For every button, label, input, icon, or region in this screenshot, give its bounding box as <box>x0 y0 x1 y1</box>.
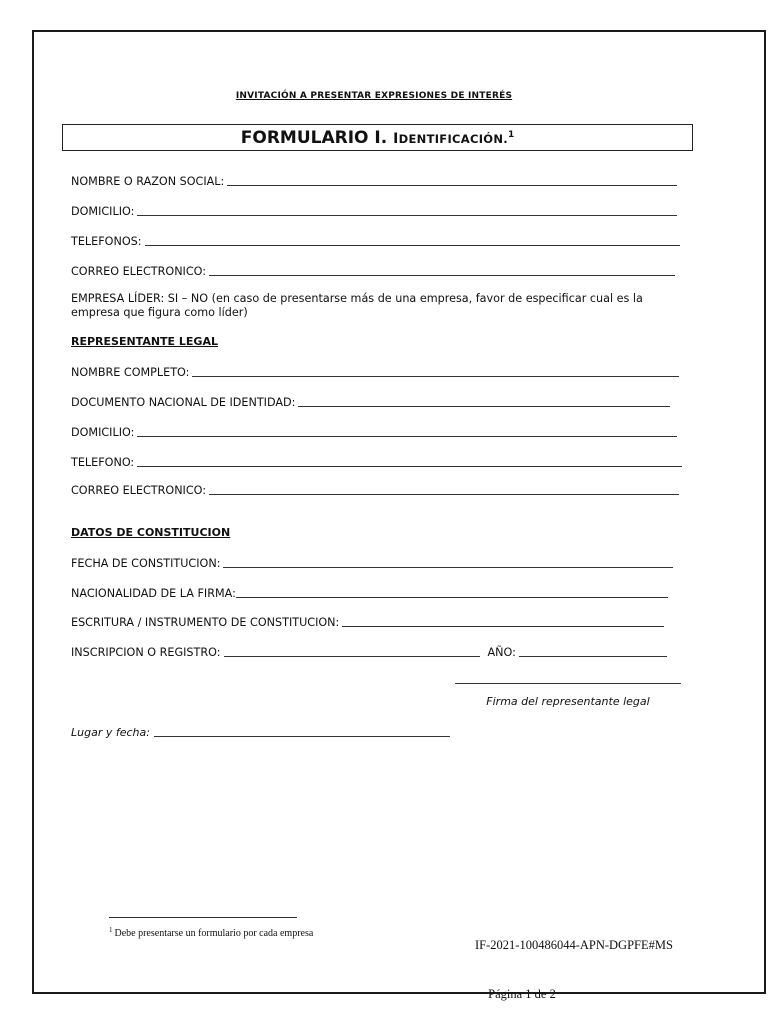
deed-label: ESCRITURA / INSTRUMENTO DE CONSTITUCION: <box>71 616 340 629</box>
rep-fullname-label: NOMBRE COMPLETO: <box>71 366 190 379</box>
constitution-date-label: FECHA DE CONSTITUCION: <box>71 557 221 570</box>
year-label: AÑO: <box>487 646 516 659</box>
signature-line[interactable] <box>455 682 681 684</box>
form-title-box <box>62 124 693 151</box>
rep-email-field[interactable] <box>71 484 679 497</box>
nationality-label: NACIONALIDAD DE LA FIRMA: <box>71 587 236 600</box>
company-name-field[interactable] <box>71 175 677 188</box>
company-address-field[interactable] <box>71 205 677 218</box>
footnote-text: Debe presentarse un formulario por cada empresa <box>114 928 314 939</box>
company-phones-label: TELEFONOS: <box>71 235 142 248</box>
constitution-heading: DATOS DE CONSTITUCION <box>71 526 231 539</box>
page-number: Página 1 de 2 <box>488 987 556 1001</box>
leader-company-text: EMPRESA LÍDER: SI – NO (en caso de presentarse más de una empresa, favor de especificar cual es la empresa que figura como líder) <box>71 292 643 319</box>
company-address-label: DOMICILIO: <box>71 205 135 218</box>
form-title-main: FORMULARIO I. <box>240 128 388 148</box>
place-date-field[interactable] <box>71 726 450 739</box>
registry-blank[interactable] <box>224 655 480 657</box>
rep-email-label: CORREO ELECTRONICO: <box>71 484 207 497</box>
company-phones-field[interactable] <box>71 235 680 248</box>
form-title-sub-initial: I <box>393 131 399 147</box>
company-address-blank[interactable] <box>137 214 677 216</box>
nationality-blank[interactable] <box>236 596 668 598</box>
rep-dni-label: DOCUMENTO NACIONAL DE IDENTIDAD: <box>71 396 296 409</box>
company-phones-blank[interactable] <box>145 244 680 246</box>
company-email-label: CORREO ELECTRONICO: <box>71 265 207 278</box>
document-title: INVITACIÓN A PRESENTAR EXPRESIONES DE INTERÉS <box>235 91 513 101</box>
company-email-blank[interactable] <box>209 274 675 276</box>
footnote-mark: 1 <box>109 926 113 934</box>
nationality-field[interactable] <box>71 587 668 600</box>
rep-fullname-blank[interactable] <box>192 375 679 377</box>
rep-phone-label: TELEFONO: <box>71 456 135 469</box>
rep-email-blank[interactable] <box>209 493 679 495</box>
place-date-blank[interactable] <box>154 736 450 737</box>
company-email-field[interactable] <box>71 265 675 278</box>
form-title <box>241 128 514 148</box>
rep-address-label: DOMICILIO: <box>71 426 135 439</box>
footnote <box>109 926 313 939</box>
constitution-date-blank[interactable] <box>223 566 673 568</box>
footnote-divider <box>109 916 297 918</box>
form-title-sub-end: . <box>503 132 508 146</box>
registry-field[interactable] <box>71 646 667 659</box>
constitution-date-field[interactable] <box>71 557 673 570</box>
place-date-label: Lugar y fecha: <box>71 726 150 739</box>
signature-label: Firma del representante legal <box>486 695 650 708</box>
document-id: IF-2021-100486044-APN-DGPFE#MS <box>475 938 673 952</box>
legal-rep-heading: REPRESENTANTE LEGAL <box>71 335 218 348</box>
company-name-label: NOMBRE O RAZON SOCIAL: <box>71 175 225 188</box>
rep-address-field[interactable] <box>71 426 677 439</box>
year-blank[interactable] <box>519 655 667 657</box>
rep-fullname-field[interactable] <box>71 366 679 379</box>
form-title-sub: DENTIFICACIÓN <box>398 132 504 146</box>
footnote-ref: 1 <box>507 130 515 140</box>
rep-address-blank[interactable] <box>137 435 677 437</box>
rep-phone-field[interactable] <box>71 456 682 469</box>
company-name-blank[interactable] <box>227 184 677 186</box>
rep-phone-blank[interactable] <box>137 465 682 467</box>
deed-field[interactable] <box>71 616 664 629</box>
deed-blank[interactable] <box>342 625 664 627</box>
registry-label: INSCRIPCION O REGISTRO: <box>71 646 221 659</box>
rep-dni-blank[interactable] <box>298 405 670 407</box>
rep-dni-field[interactable] <box>71 396 670 409</box>
